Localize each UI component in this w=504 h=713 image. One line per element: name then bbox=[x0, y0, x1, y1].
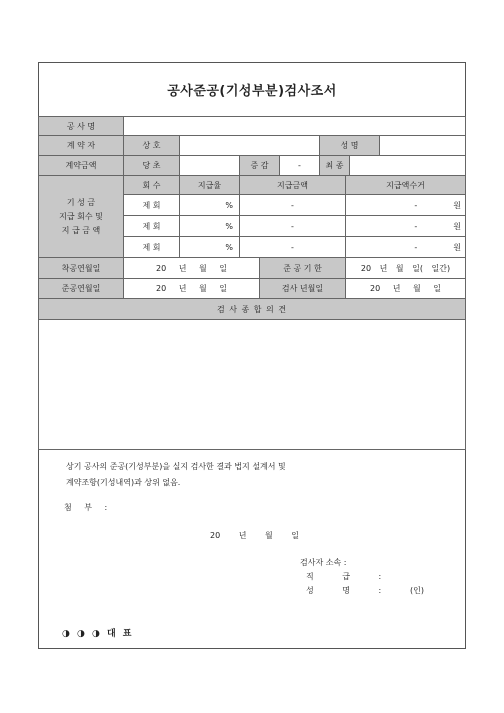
inspection-date-label: 검사 년월일 bbox=[260, 279, 346, 299]
representative-label: ◑ ◑ ◑ 대 표 bbox=[62, 629, 132, 639]
initial-field[interactable] bbox=[180, 156, 240, 176]
payment-basis-dash: - bbox=[414, 242, 418, 252]
trade-name-field[interactable] bbox=[180, 136, 320, 156]
person-name-field[interactable] bbox=[380, 136, 466, 156]
partial-label-line-3: 지 급 금 액 bbox=[61, 225, 101, 235]
inspector-affiliation-label: 검사자 소속 : bbox=[300, 558, 347, 567]
payment-rate[interactable]: % bbox=[180, 195, 240, 216]
completion-date-field[interactable]: 20 년 월 일 bbox=[124, 279, 260, 299]
payment-count: 제 회 bbox=[124, 216, 180, 237]
statement-line-2: 계약조항(기성내역)과 상위 없음. bbox=[66, 478, 181, 487]
inspector-rank-label: 직 급 : bbox=[306, 572, 382, 581]
contractor-label: 계 약 자 bbox=[38, 136, 124, 156]
payment-rate[interactable]: % bbox=[180, 216, 240, 237]
change-field[interactable]: - bbox=[280, 156, 320, 176]
col-rate-header: 지급율 bbox=[180, 176, 240, 195]
payment-basis-unit: 원 bbox=[453, 200, 461, 210]
statement-text bbox=[66, 459, 286, 491]
payment-rate[interactable]: % bbox=[180, 237, 240, 258]
payment-basis-dash: - bbox=[414, 221, 418, 231]
initial-label: 당 초 bbox=[124, 156, 180, 176]
payment-basis-unit: 원 bbox=[453, 242, 461, 252]
opinion-text-area[interactable] bbox=[38, 320, 466, 450]
person-name-label: 성 명 bbox=[320, 136, 380, 156]
payment-basis-dash: - bbox=[414, 200, 418, 210]
payment-basis[interactable] bbox=[346, 237, 466, 258]
payment-count: 제 회 bbox=[124, 237, 180, 258]
change-label: 증 감 bbox=[240, 156, 280, 176]
payment-count: 제 회 bbox=[124, 195, 180, 216]
completion-date-label: 준공연월일 bbox=[38, 279, 124, 299]
attachment-label: 첨 부 : bbox=[64, 503, 108, 512]
partial-label-line-1: 기 성 금 bbox=[66, 197, 96, 207]
payment-amount[interactable]: - bbox=[240, 195, 346, 216]
document-title: 공사준공(기성부분)검사조서 bbox=[167, 84, 337, 99]
deadline-label: 준 공 기 한 bbox=[260, 258, 346, 279]
project-name-field[interactable] bbox=[124, 116, 466, 136]
partial-payment-label bbox=[38, 176, 124, 258]
deadline-field[interactable]: 20 년 월 일( 일간) bbox=[346, 258, 466, 279]
payment-basis[interactable] bbox=[346, 216, 466, 237]
seal-mark: (인) bbox=[410, 586, 424, 595]
start-date-label: 착공연월일 bbox=[38, 258, 124, 279]
inspection-date-field[interactable]: 20 년 월 일 bbox=[346, 279, 466, 299]
payment-basis-unit: 원 bbox=[453, 221, 461, 231]
payment-basis[interactable] bbox=[346, 195, 466, 216]
project-name-label: 공 사 명 bbox=[38, 116, 124, 136]
inspector-name-label: 성 명 : bbox=[306, 586, 382, 595]
trade-name-label: 상 호 bbox=[124, 136, 180, 156]
issue-date: 20 년 월 일 bbox=[210, 531, 299, 540]
start-date-field[interactable]: 20 년 월 일 bbox=[124, 258, 260, 279]
opinion-header: 검 사 종 합 의 견 bbox=[38, 299, 466, 320]
statement-line-1: 상기 공사의 준공(기성부분)을 실지 검사한 결과 법지 설계서 및 bbox=[66, 462, 286, 471]
col-amount-header: 지급금액 bbox=[240, 176, 346, 195]
contract-amount-label: 계약금액 bbox=[38, 156, 124, 176]
col-count-header: 회 수 bbox=[124, 176, 180, 195]
partial-label-line-2: 지급 회수 및 bbox=[59, 211, 103, 221]
final-field[interactable] bbox=[350, 156, 466, 176]
payment-amount[interactable]: - bbox=[240, 237, 346, 258]
col-basis-header: 지급액수거 bbox=[346, 176, 466, 195]
payment-amount[interactable]: - bbox=[240, 216, 346, 237]
final-label: 최 종 bbox=[320, 156, 350, 176]
